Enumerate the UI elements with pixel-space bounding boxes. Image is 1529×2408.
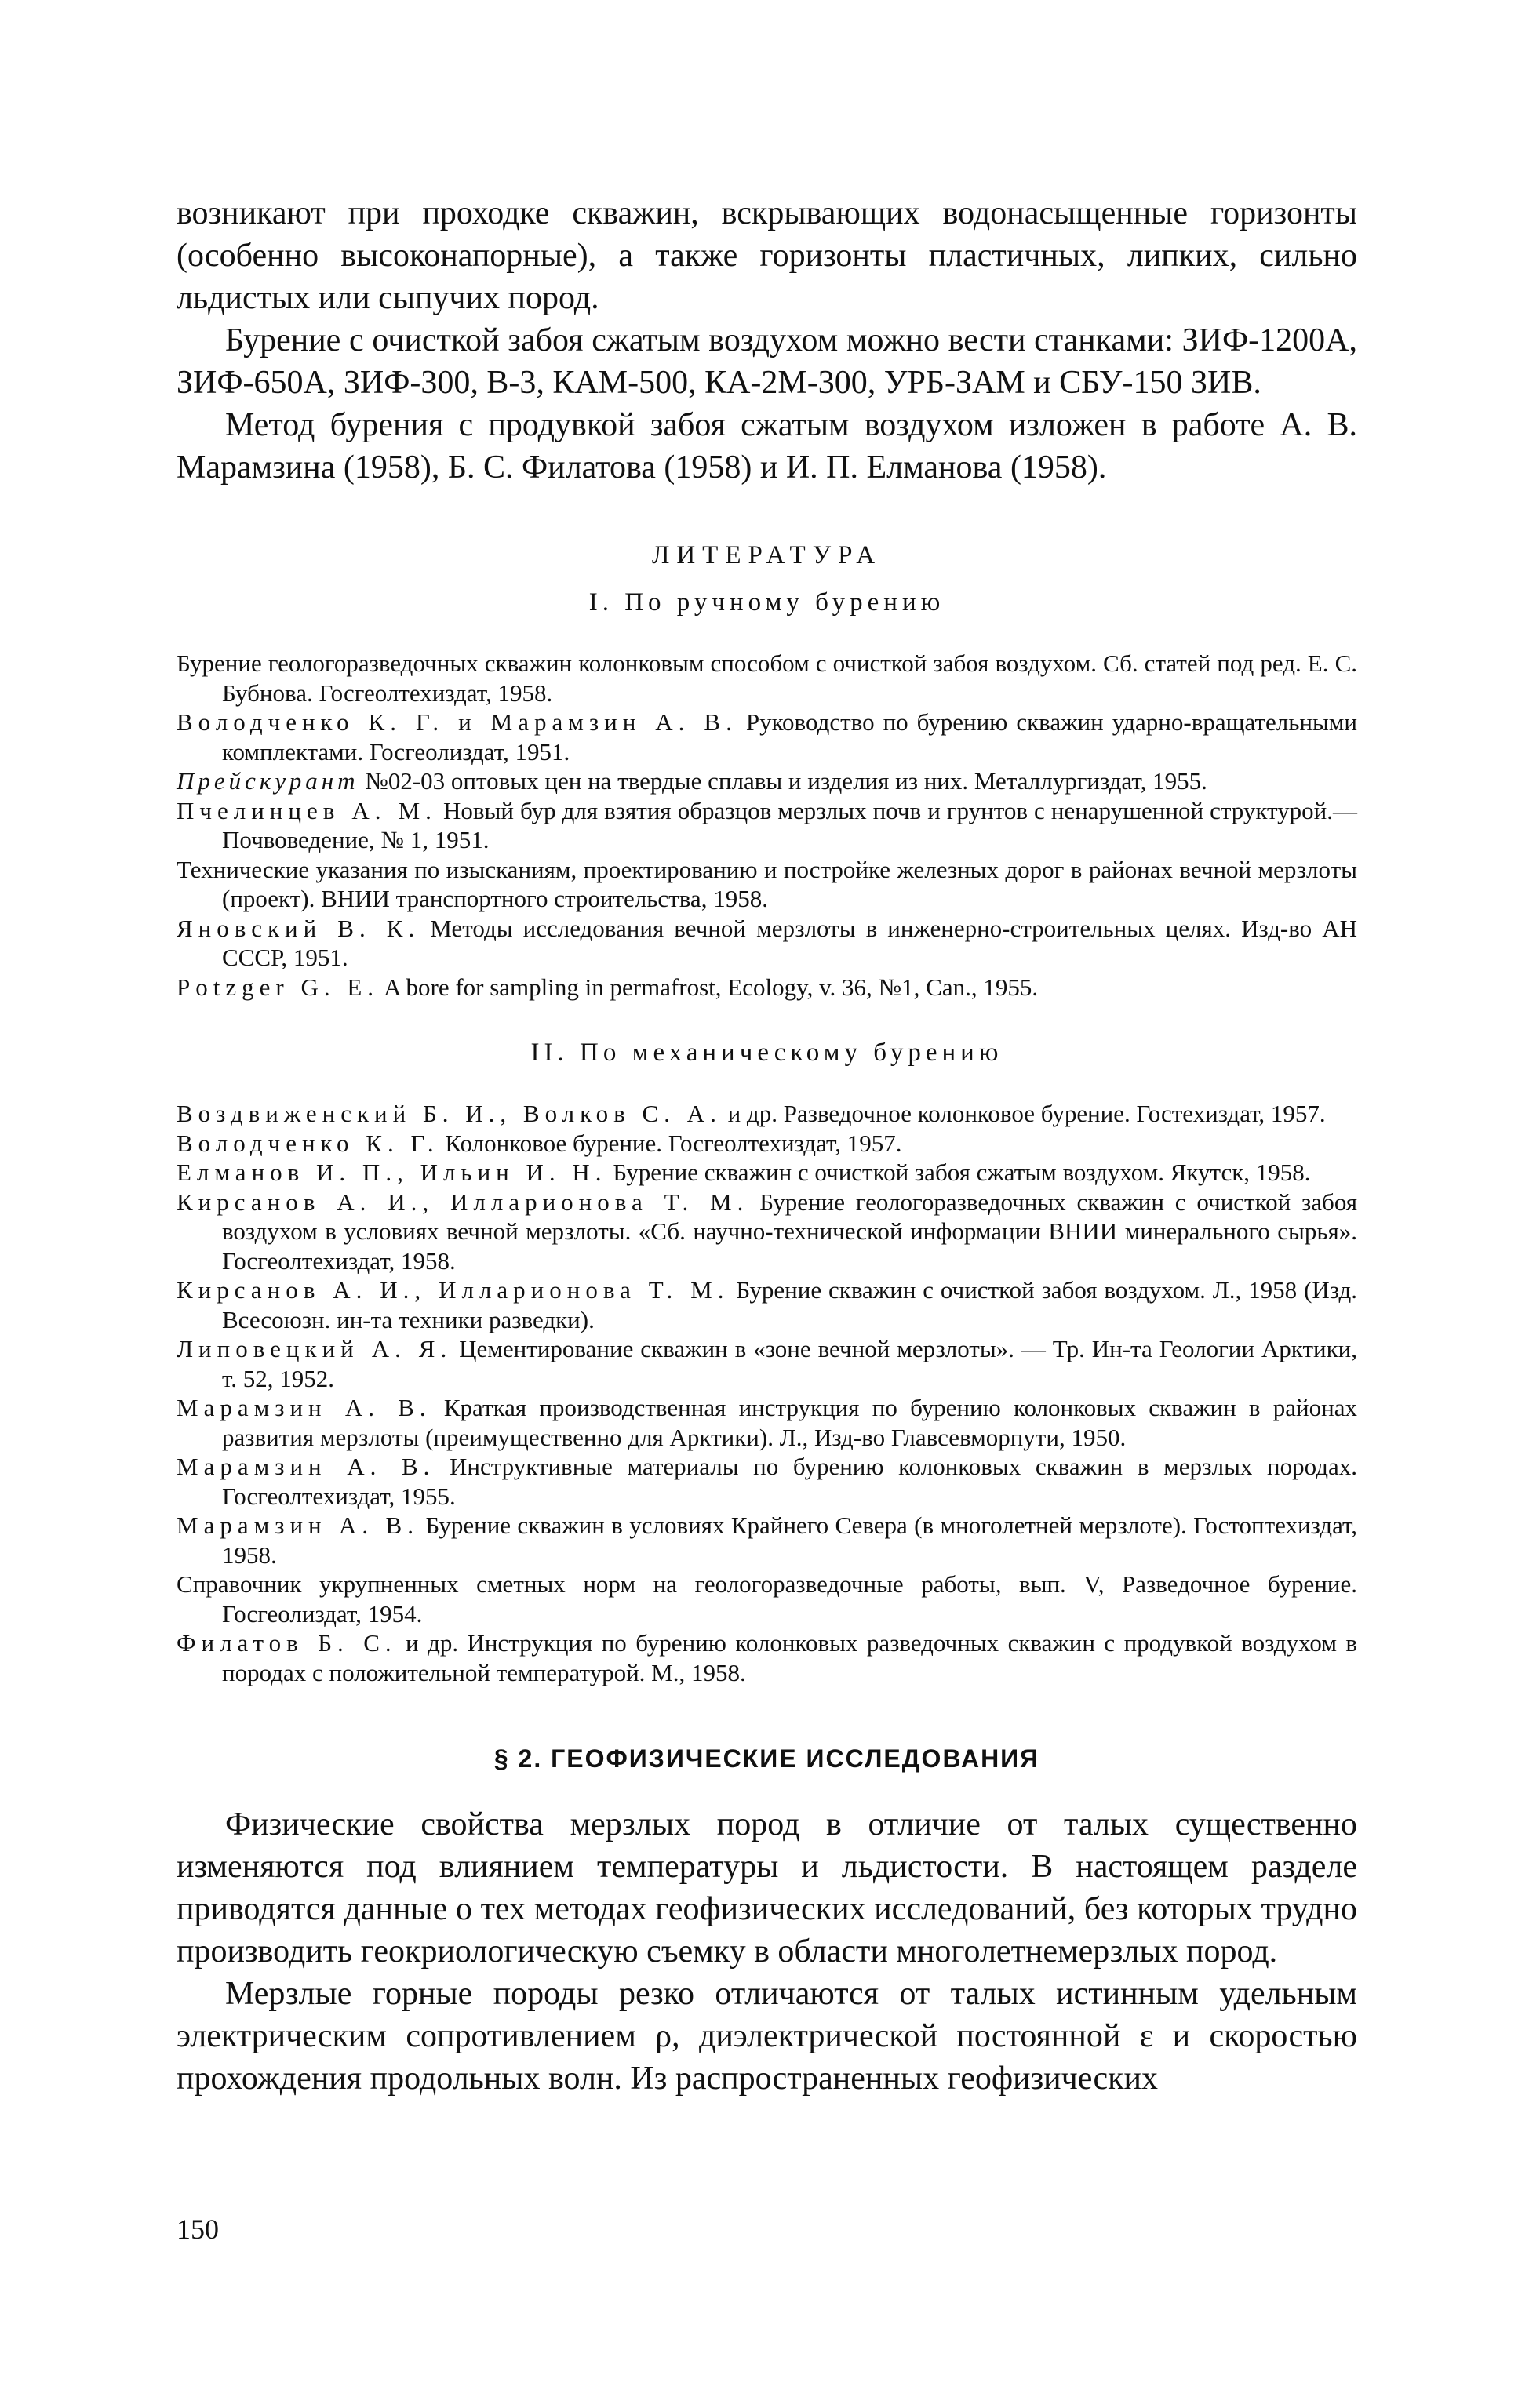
reference-author: Воздвиженский Б. И., Волков С. А.: [177, 1100, 722, 1127]
reference-item: [177, 649, 1357, 707]
reference-item: [177, 766, 1357, 796]
reference-text: Колонковое бурение. Госгеолтехиздат, 1957.: [439, 1129, 902, 1157]
reference-item: [177, 1129, 1357, 1159]
reference-author: Марамзин А. В.: [177, 1453, 435, 1480]
section-heading: § 2. ГЕОФИЗИЧЕСКИЕ ИССЛЕДОВАНИЯ: [493, 1744, 1040, 1773]
reference-item: [177, 1334, 1357, 1393]
page-number: 150: [177, 2213, 219, 2245]
reference-author: Кирсанов А. И., Илларионова Т. М.: [177, 1276, 730, 1304]
reference-text: Инструктивные материалы по бурению колонковых скважин в мерзлых породах. Госгеолтехиздат, 1955.: [222, 1453, 1357, 1510]
reference-item: [177, 1511, 1357, 1570]
reference-list: [177, 1099, 1357, 1687]
reference-text: и др. Разведочное колонковое бурение. Гостехиздат, 1957.: [721, 1100, 1326, 1127]
reference-author: Володченко К. Г. и Марамзин А. В.: [177, 708, 737, 736]
reference-item: [177, 855, 1357, 914]
reference-text: Краткая производственная инструкция по бурению колонковых скважин в районах развития мерзлоты (преимущественно для Арктики). Л., Изд-во Главсевморпути, 1950.: [222, 1394, 1357, 1451]
reference-author: Володченко К. Г.: [177, 1129, 439, 1157]
paragraph: возникают при проходке скважин, вскрывающих водонасыщенные горизонты (особенно высоконапорные), а также горизонты пластичных, липких, сильно льдистых или сыпучих пород.: [177, 195, 1357, 316]
reference-author: Яновский В. К.: [177, 914, 420, 942]
reference-author: Прейскурант: [177, 767, 359, 795]
reference-author: Potzger G. E.: [177, 973, 380, 1001]
reference-text: Бурение скважин в условиях Крайнего Севера (в многолетней мерзлоте). Гостоптехиздат, 1958.: [222, 1511, 1357, 1569]
reference-item: [177, 1393, 1357, 1452]
reference-text: №02-03 оптовых цен на твердые сплавы и изделия из них. Металлургиздат, 1955.: [359, 767, 1207, 795]
reference-text: Новый бур для взятия образцов мерзлых почв и грунтов с ненарушенной структурой.— Почвоведение, № 1, 1951.: [222, 796, 1357, 853]
reference-text: Справочник укрупненных сметных норм на геологоразведочные работы, вып. V, Разведочное бурение. Госгеолиздат, 1954.: [177, 1570, 1357, 1628]
reference-item: [177, 1628, 1357, 1687]
reference-text: Бурение геологоразведочных скважин с очисткой забоя воздухом в условиях вечной мерзлоты. «Сб. научно-технической информации ВНИИ минерального сырья». Госгеолтехиздат, 1958.: [222, 1188, 1357, 1275]
literature-part-title: II. По механическому бурению: [530, 1038, 1003, 1067]
reference-item: [177, 1158, 1357, 1188]
reference-author: Елманов И. П., Ильин И. Н.: [177, 1159, 607, 1186]
reference-author: Филатов Б. С.: [177, 1629, 397, 1657]
reference-text: Руководство по бурению скважин ударно-вращательными комплектами. Госгеолиздат, 1951.: [222, 708, 1357, 766]
reference-item: [177, 707, 1357, 766]
reference-item: [177, 796, 1357, 855]
reference-item: [177, 1452, 1357, 1511]
reference-item: [177, 973, 1357, 1002]
reference-text: Технические указания по изысканиям, проектированию и постройке железных дорог в районах вечной мерзлоты (проект). ВНИИ транспортного строительства, 1958.: [177, 855, 1357, 912]
reference-text: и др. Инструкция по бурению колонковых разведочных скважин с продувкой воздухом в породах с положительной температурой. М., 1958.: [222, 1629, 1357, 1686]
reference-item: [177, 1099, 1357, 1129]
reference-item: [177, 914, 1357, 973]
reference-author: Пчелинцев А. М.: [177, 796, 437, 824]
reference-item: [177, 1188, 1357, 1276]
section-text: [177, 1803, 1357, 2100]
reference-list: [177, 649, 1357, 1002]
reference-author: Марамзин А. В.: [177, 1394, 431, 1421]
literature-title: ЛИТЕРАТУРА: [651, 541, 883, 569]
reference-text: A bore for sampling in permafrost, Ecology, v. 36, №1, Can., 1955.: [379, 973, 1039, 1001]
reference-text: Бурение скважин с очисткой забоя сжатым воздухом. Якутск, 1958.: [606, 1159, 1311, 1186]
reference-item: [177, 1570, 1357, 1628]
reference-author: Кирсанов А. И., Илларионова Т. М.: [177, 1188, 749, 1216]
reference-text: Методы исследования вечной мерзлоты в инженерно-строительных целях. Изд-во АН СССР, 1951.: [222, 914, 1357, 971]
reference-author: Липовецкий А. Я.: [177, 1335, 453, 1362]
paragraph: Мерзлые горные породы резко отличаются от талых истинным удельным электрическим сопротивлением ρ, диэлектрической постоянной ε и скоростью прохождения продольных волн. Из распространенных геофизических: [177, 1976, 1357, 2097]
page-content: [177, 192, 1357, 2100]
intro-text: [177, 192, 1357, 489]
reference-item: [177, 1275, 1357, 1334]
reference-text: Бурение скважин с очисткой забоя воздухом. Л., 1958 (Изд. Всесоюзн. ин-та техники разведки).: [222, 1276, 1357, 1333]
reference-text: Бурение геологоразведочных скважин колонковым способом с очисткой забоя воздухом. Сб. статей под ред. Е. С. Бубнова. Госгеолтехиздат, 1958.: [177, 649, 1357, 707]
paragraph: Метод бурения с продувкой забоя сжатым воздухом изложен в работе А. В. Марамзина (1958), Б. С. Филатова (1958) и И. П. Елманова (1958).: [177, 407, 1357, 486]
reference-author: Марамзин А. В.: [177, 1511, 419, 1539]
paragraph: Физические свойства мерзлых пород в отличие от талых существенно изменяются под влиянием температуры и льдистости. В настоящем разделе приводятся данные о тех методах геофизических исследований, без которых трудно производить геокриологическую съемку в области многолетнемерзлых пород.: [177, 1806, 1357, 1970]
reference-text: Цементирование скважин в «зоне вечной мерзлоты». — Тр. Ин-та Геологии Арктики, т. 52, 1952.: [222, 1335, 1357, 1392]
literature-part-title: I. По ручному бурению: [588, 588, 945, 617]
paragraph: Бурение с очисткой забоя сжатым воздухом можно вести станками: ЗИФ-1200А, ЗИФ-650А, ЗИФ-300, В-3, КАМ-500, КА-2М-300, УРБ-ЗАМ и СБУ-150 ЗИВ.: [177, 322, 1357, 401]
